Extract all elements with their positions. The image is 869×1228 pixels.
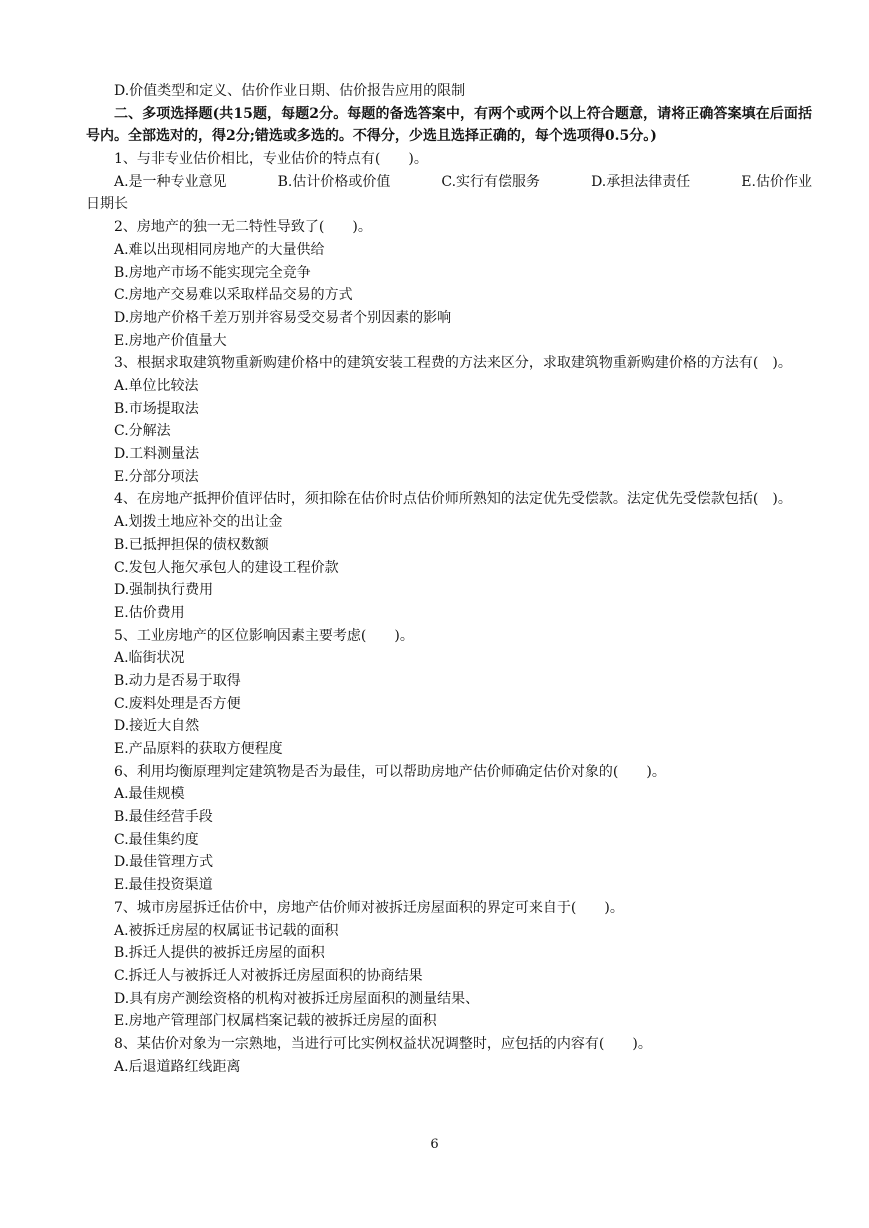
section-heading: 二、多项选择题(共15题，每题2分。每题的备选答案中，有两个或两个以上符合题意，请将正确答案填在后面括号内。全部选对的，得2分;错选或多选的。不得分，少选且选择正确的，每个选项得0.5分。) xyxy=(86,105,812,145)
q1-option-c: C.实行有偿服务 xyxy=(441,173,541,190)
q2-option-a: A.难以出现相同房地产的大量供给 xyxy=(114,241,325,258)
q8-option-a: A.后退道路红线距离 xyxy=(114,1058,241,1075)
q1-option-e-continued: 日期长 xyxy=(86,196,128,213)
question-1-stem: 1、与非专业估价相比，专业估价的特点有( )。 xyxy=(114,151,428,168)
q2-option-c: C.房地产交易难以采取样品交易的方式 xyxy=(114,287,353,304)
page-content xyxy=(86,80,812,1078)
q3-option-a: A.单位比较法 xyxy=(114,377,199,394)
question-1-options xyxy=(86,171,812,194)
q2-option-d: D.房地产价格千差万别并容易受交易者个别因素的影响 xyxy=(114,309,452,326)
question-4-stem: 4、在房地产抵押价值评估时，须扣除在估价时点估价师所熟知的法定优先受偿款。法定优先受偿款包括( )。 xyxy=(114,491,792,508)
q1-option-d: D.承担法律责任 xyxy=(591,173,691,190)
q6-option-d: D.最佳管理方式 xyxy=(114,854,214,871)
q6-option-a: A.最佳规模 xyxy=(114,786,185,803)
q4-option-b: B.已抵押担保的债权数额 xyxy=(114,536,269,553)
q4-option-c: C.发包人拖欠承包人的建设工程价款 xyxy=(114,559,339,576)
q-prev-option-d: D.价值类型和定义、估价作业日期、估价报告应用的限制 xyxy=(114,83,466,99)
q4-option-e: E.估价费用 xyxy=(114,604,185,621)
q2-option-e: E.房地产价值量大 xyxy=(114,332,227,349)
q3-option-b: B.市场提取法 xyxy=(114,400,199,417)
q6-option-c: C.最佳集约度 xyxy=(114,831,199,848)
q1-option-b: B.估计价格或价值 xyxy=(277,173,391,190)
page-number: 6 xyxy=(430,1137,439,1152)
q7-option-c: C.拆迁人与被拆迁人对被拆迁房屋面积的协商结果 xyxy=(114,967,423,984)
question-7-stem: 7、城市房屋拆迁估价中，房地产估价师对被拆迁房屋面积的界定可来自于( )。 xyxy=(114,899,624,916)
q6-option-b: B.最佳经营手段 xyxy=(114,809,213,826)
q7-option-d: D.具有房产测绘资格的机构对被拆迁房屋面积的测量结果、 xyxy=(114,990,480,1007)
q7-option-a: A.被拆迁房屋的权属证书记载的面积 xyxy=(114,922,339,939)
question-5-stem: 5、工业房地产的区位影响因素主要考虑( )。 xyxy=(114,627,414,644)
q4-option-d: D.强制执行费用 xyxy=(114,582,214,599)
q5-option-a: A.临街状况 xyxy=(114,650,185,667)
q6-option-e: E.最佳投资渠道 xyxy=(114,877,213,894)
question-8-stem: 8、某估价对象为一宗熟地，当进行可比实例权益状况调整时，应包括的内容有( )。 xyxy=(114,1035,652,1052)
q3-option-e: E.分部分项法 xyxy=(114,468,199,485)
question-2-stem: 2、房地产的独一无二特性导致了( )。 xyxy=(114,219,372,236)
q5-option-b: B.动力是否易于取得 xyxy=(114,672,241,689)
q3-option-c: C.分解法 xyxy=(114,423,171,440)
q7-option-e: E.房地产管理部门权属档案记载的被拆迁房屋的面积 xyxy=(114,1013,437,1030)
q4-option-a: A.划拨土地应补交的出让金 xyxy=(114,514,283,531)
q1-option-a: A.是一种专业意见 xyxy=(114,173,227,190)
q1-option-e: E.估价作业 xyxy=(741,173,812,190)
question-6-stem: 6、利用均衡原理判定建筑物是否为最佳，可以帮助房地产估价师确定估价对象的( )。 xyxy=(114,763,666,780)
q7-option-b: B.拆迁人提供的被拆迁房屋的面积 xyxy=(114,945,325,962)
q5-option-e: E.产品原料的获取方便程度 xyxy=(114,741,283,757)
q2-option-b: B.房地产市场不能实现完全竞争 xyxy=(114,264,311,281)
q5-option-c: C.废料处理是否方便 xyxy=(114,695,241,712)
q3-option-d: D.工料测量法 xyxy=(114,446,200,463)
question-3-stem: 3、根据求取建筑物重新购建价格中的建筑安装工程费的方法来区分，求取建筑物重新购建价格的方法有( )。 xyxy=(114,355,792,372)
q5-option-d: D.接近大自然 xyxy=(114,718,200,735)
